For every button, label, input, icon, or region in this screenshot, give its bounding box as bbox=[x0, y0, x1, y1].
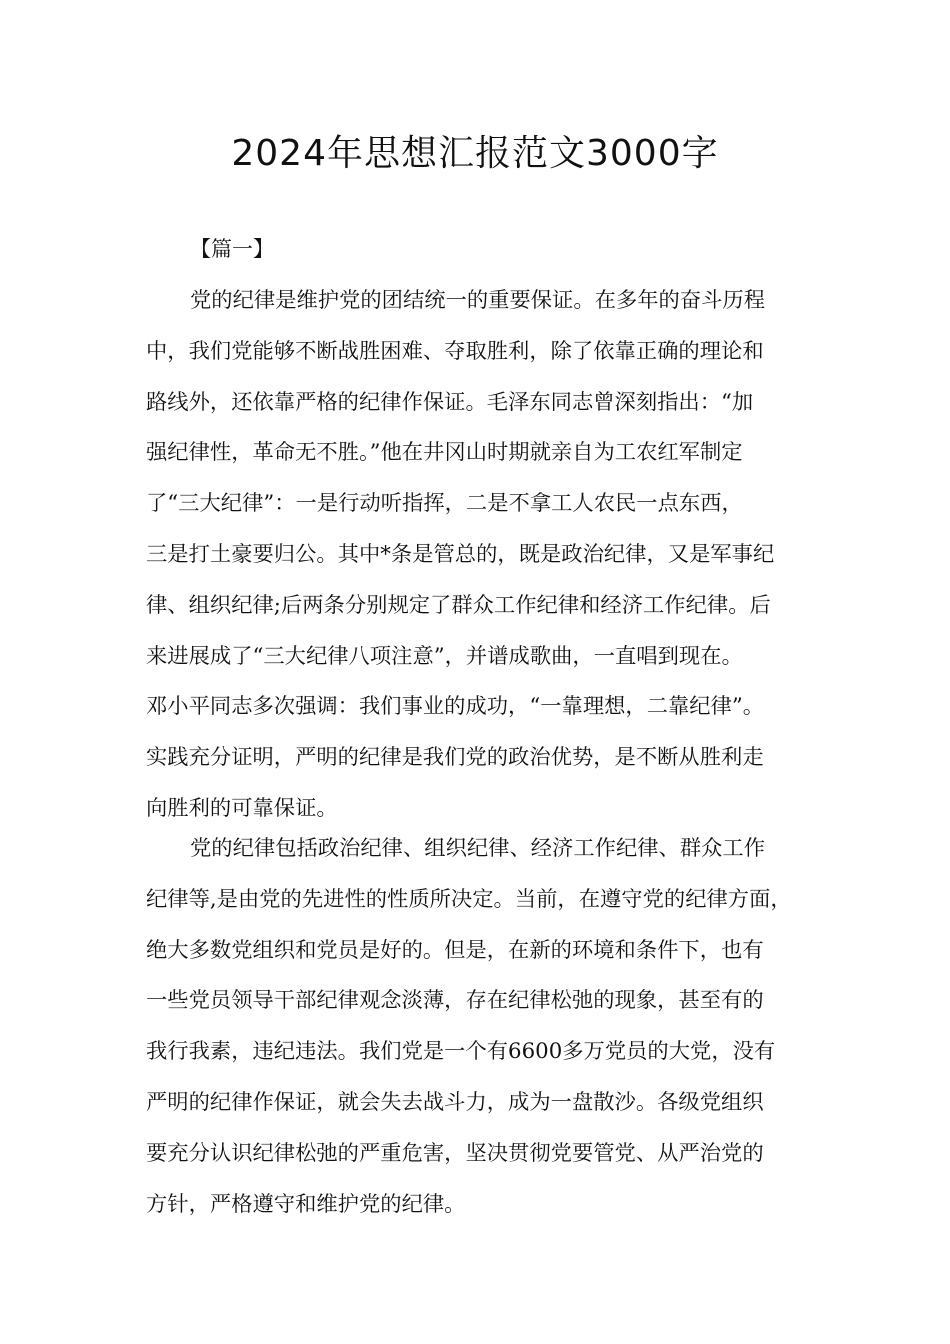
paragraph-line: 方针，严格遵守和维护党的纪律。 bbox=[146, 1191, 466, 1217]
paragraph-line: 了“三大纪律”：一是行动听指挥，二是不拿工人农民一点东西， bbox=[146, 491, 743, 517]
paragraph-line: 我行我素，违纪违法。我们党是一个有6600多万党员的大党，没有 bbox=[146, 1039, 776, 1065]
paragraph-1 bbox=[146, 276, 811, 835]
paragraph-2 bbox=[146, 824, 811, 1230]
paragraph-line: 严明的纪律作保证，就会失去战斗力，成为一盘散沙。各级党组织 bbox=[146, 1089, 764, 1115]
paragraph-line: 党的纪律是维护党的团结统一的重要保证。在多年的奋斗历程 bbox=[190, 288, 766, 313]
paragraph-line: 律、组织纪律;后两条分别规定了群众工作纪律和经济工作纪律。后 bbox=[146, 592, 771, 618]
paragraph-line: 实践充分证明，严明的纪律是我们党的政治优势，是不断从胜利走 bbox=[146, 745, 764, 771]
paragraph-line: 中，我们党能够不断战胜困难、夺取胜利，除了依靠正确的理论和 bbox=[146, 338, 764, 364]
paragraph-line: 强纪律性，革命无不胜。”他在井冈山时期就亲自为工农红军制定 bbox=[146, 440, 743, 466]
paragraph-line: 三是打土豪要归公。其中*条是管总的，既是政治纪律，又是军事纪 bbox=[146, 541, 775, 567]
paragraph-line: 党的纪律包括政治纪律、组织纪律、经济工作纪律、群众工作 bbox=[190, 836, 766, 861]
paragraph-line: 来进展成了“三大纪律八项注意”，并谱成歌曲，一直唱到现在。 bbox=[146, 643, 743, 669]
paragraph-line: 邓小平同志多次强调：我们事业的成功，“一靠理想，二靠纪律”。 bbox=[146, 694, 765, 720]
document-title: 2024年思想汇报范文3000字 bbox=[231, 133, 719, 174]
paragraph-line: 要充分认识纪律松弛的严重危害，坚决贯彻党要管党、从严治党的 bbox=[146, 1140, 764, 1166]
section-heading: 【篇一】 bbox=[190, 237, 274, 261]
paragraph-line: 路线外，还依靠严格的纪律作保证。毛泽东同志曾深刻指出：“加 bbox=[146, 389, 754, 415]
paragraph-line: 一些党员领导干部纪律观念淡薄，存在纪律松弛的现象，甚至有的 bbox=[146, 988, 764, 1014]
paragraph-line: 纪律等,是由党的先进性的性质所决定。当前，在遵守党的纪律方面， bbox=[146, 886, 792, 912]
paragraph-line: 向胜利的可靠保证。 bbox=[146, 795, 338, 821]
paragraph-line: 绝大多数党组织和党员是好的。但是，在新的环境和条件下，也有 bbox=[146, 937, 764, 963]
